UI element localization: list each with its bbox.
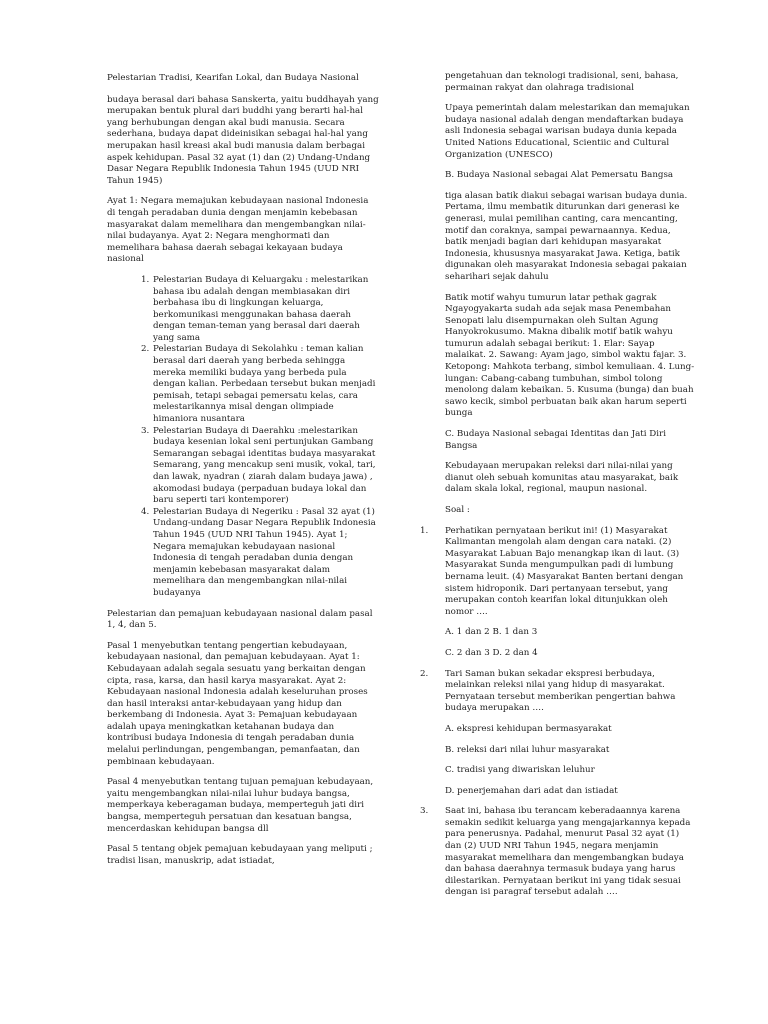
paragraph-kebudayaan: Kebudayaan merupakan releksi dari nilai-nilai yang dianut oleh sebuah komunitas atau masyarakat, baik dalam skala lokal, regional, maupun nasional. [445,461,679,495]
section-heading-c: C. Budaya Nasional sebagai Identitas dan Jati Diri Bangsa [445,429,666,451]
question-option: A. 1 dan 2 B. 1 dan 3 [445,627,538,638]
paragraph-pasal-intro: Pelestarian dan pemajuan kebudayaan nasional dalam pasal 1, 4, dan 5. [107,608,373,631]
soal-label: Soal : [445,505,470,515]
paragraph-continuation: pengetahuan dan teknologi tradisional, seni, bahasa, permainan rakyat dan olahraga tradisional [445,71,679,93]
question-number: 2. [420,668,429,679]
question-text: Tari Saman bukan sekadar ekspresi berbudaya, melainkan releksi nilai yang hidup di masyarakat. Pernyataan tersebut memberikan pengertian bahwa budaya merupakan …. [445,668,676,714]
paragraph-pasal-5: Pasal 5 tentang objek pemajuan kebudayaan yang meliputi ; tradisi lisan, manuskrip, adat istiadat, [107,844,373,866]
left-column [107,71,379,876]
right-column [420,71,695,908]
question-option: C. 2 dan 3 D. 2 dan 4 [445,647,538,658]
paragraph-unesco: Upaya pemerintah dalam melestarikan dan memajukan budaya nasional adalah dengan mendaftarkan budaya asli Indonesia sebagai warisan budaya dunia kepada United Nations Educational, Scientiic and Cultural Organization (UNESCO) [445,103,690,160]
paragraph-ayat: Ayat 1: Negara memajukan kebudayaan nasional Indonesia di tengah peradaban dunia dengan menjamin kebebasan masyarakat dalam memelihara dan mengembangkan nilai-nilai budayanya. Ayat 2: Negara menghormati dan memelihara bahasa daerah sebagai kekayaan budaya nasional [107,196,369,265]
list-item: 1. Pelestarian Budaya di Keluargaku : melestarikan bahasa ibu adalah dengan membiasakan diri berbahasa ibu di lingkungan keluarga, berkomunikasi menggunakan bahasa daerah dengan teman-teman yang berasal dari daerah yang sama [152,275,379,345]
pelestarian-list [107,275,379,600]
paragraph-budaya-definition: budaya berasal dari bahasa Sanskerta, yaitu buddhayah yang merupakan bentuk plural dari buddhi yang berarti hal-hal yang berhubungan dengan akal budi manusia. Secara sederhana, budaya dapat dideinisikan sebagai hal-hal yang merupakan hasil kreasi akal budi manusia dalam berbagai aspek kehidupan. Pasal 32 ayat (1) dan (2) Undang-Undang Dasar Negara Republik Indonesia Tahun 1945 (UUD NRI Tahun 1945) [107,94,379,186]
question-number: 3. [420,806,429,817]
list-item: 4. Pelestarian Budaya di Negeriku : Pasal 32 ayat (1) Undang-undang Dasar Negara Republik Indonesia Tahun 1945 (UUD NRI Tahun 1945). Ayat 1; Negara memajukan kebudayaan nasional Indonesia di tengah peradaban dunia dengan menjamin kebebasan masyarakat dalam memelihara dan mengembangkan nilai-nilai budayanya [152,507,379,600]
question-option: A. ekspresi kehidupan bermasyarakat [445,723,612,734]
question-text: Saat ini, bahasa ibu terancam keberadaannya karena semakin sedikit keluarga yang mengajarkannya kepada para penerusnya. Padahal, menurut Pasal 32 ayat (1) dan (2) UUD NRI Tahun 1945, negara menjamin masyarakat memelihara dan mengembangkan budaya dan bahasa daerahnya termasuk budaya yang harus dilestarikan. Pernyataan berikut ini yang tidak sesuai dengan isi paragraf tersebut adalah …. [445,806,691,898]
document-title: Pelestarian Tradisi, Kearifan Lokal, dan Budaya Nasional [107,73,359,83]
question-list [420,525,695,899]
question-option: B. releksi dari nilai luhur masyarakat [445,744,610,755]
question-number: 1. [420,525,429,536]
paragraph-pasal-4: Pasal 4 menyebutkan tentang tujuan pemajuan kebudayaan, yaitu mengembangkan nilai-nilai luhur budaya bangsa, memperkaya keberagaman budaya, memperteguh jati diri bangsa, memperteguh persatuan dan kesatuan bangsa, mencerdaskan kehidupan bangsa dll [107,777,374,834]
paragraph-batik-reasons: tiga alasan batik diakui sebagai warisan budaya dunia. Pertama, ilmu membatik diturunkan dari generasi ke generasi, mulai pemilihan canting, cara mencanting, motif dan coraknya, sampai pewarnaannya. Kedua, batik menjadi bagian dari kehidupan masyarakat Indonesia, khususnya masyarakat Jawa. Ketiga, batik digunakan oleh masyarakat Indonesia sebagai pakaian seharihari sejak dahulu [445,190,688,282]
question-option: C. tradisi yang diwariskan leluhur [445,765,595,776]
paragraph-batik-motif: Batik motif wahyu tumurun latar pethak gagrak Ngayogyakarta sudah ada sejak masa Penembahan Senopati lalu disempurnakan oleh Sultan Agung Hanyokrokusumo. Makna dibalik motif batik wahyu tumurun adalah sebagai berikut: 1. Elar: Sayap malaikat. 2. Sawang: Ayam jago, simbol waktu fajar. 3. Ketopong: Mahkota terbang, simbol kemuliaan. 4. Lung-lungan: Cabang-cabang tumbuhan, simbol tolong menolong dalam kebaikan. 5. Kusuma (bunga) dan buah sawo kecik, simbol perbuatan baik akan harum seperti bunga [445,292,695,419]
question-option: D. penerjemahan dari adat dan istiadat [445,785,618,796]
question-item [420,525,695,660]
paragraph-pasal-1: Pasal 1 menyebutkan tentang pengertian kebudayaan, kebudayaan nasional, dan pemajuan kebudayaan. Ayat 1: Kebudayaan adalah segala sesuatu yang berkaitan dengan cipta, rasa, karsa, dan hasil karya masyarakat. Ayat 2: Kebudayaan nasional Indonesia adalah keseluruhan proses dan hasil interaksi antar-kebudayaan yang hidup dan berkembang di Indonesia. Ayat 3: Pemajuan kebudayaan adalah upaya meningkatkan ketahanan budaya dan kontribusi budaya Indonesia di tengah peradaban dunia melalui perlindungan, pengembangan, pemanfaatan, dan pembinaan kebudayaan. [107,640,368,767]
question-item [420,806,695,899]
list-item: 3. Pelestarian Budaya di Daerahku :melestarikan budaya kesenian lokal seni pertunjukan Gambang Semarangan sebagai identitas budaya masyarakat Semarang, yang mencakup seni musik, vokal, tari, dan lawak, nyadran ( ziarah dalam budaya jawa) , akomodasi budaya (perpaduan budaya lokal dan baru seperti tari kontemporer) [152,426,379,507]
question-item [420,668,695,798]
list-item: 2. Pelestarian Budaya di Sekolahku : teman kalian berasal dari daerah yang berbeda sehingga mereka memiliki budaya yang berbeda pula dengan kalian. Perbedaan tersebut bukan menjadi pemisah, tetapi sebagai pemersatu kelas, cara melestarikannya misal dengan olimpiade himaniora nusantara [152,344,379,425]
question-text: Perhatikan pernyataan berikut ini! (1) Masyarakat Kalimantan mengolah alam dengan cara nataki. (2) Masyarakat Labuan Bajo menangkap ikan di laut. (3) Masyarakat Sunda mengumpulkan padi di lumbung bernama leuit. (4) Masyarakat Banten bertani dengan sistem hidroponik. Dari pertanyaan tersebut, yang merupakan contoh kearifan lokal ditunjukkan oleh nomor …. [445,525,684,617]
section-heading-b: B. Budaya Nasional sebagai Alat Pemersatu Bangsa [445,170,674,181]
